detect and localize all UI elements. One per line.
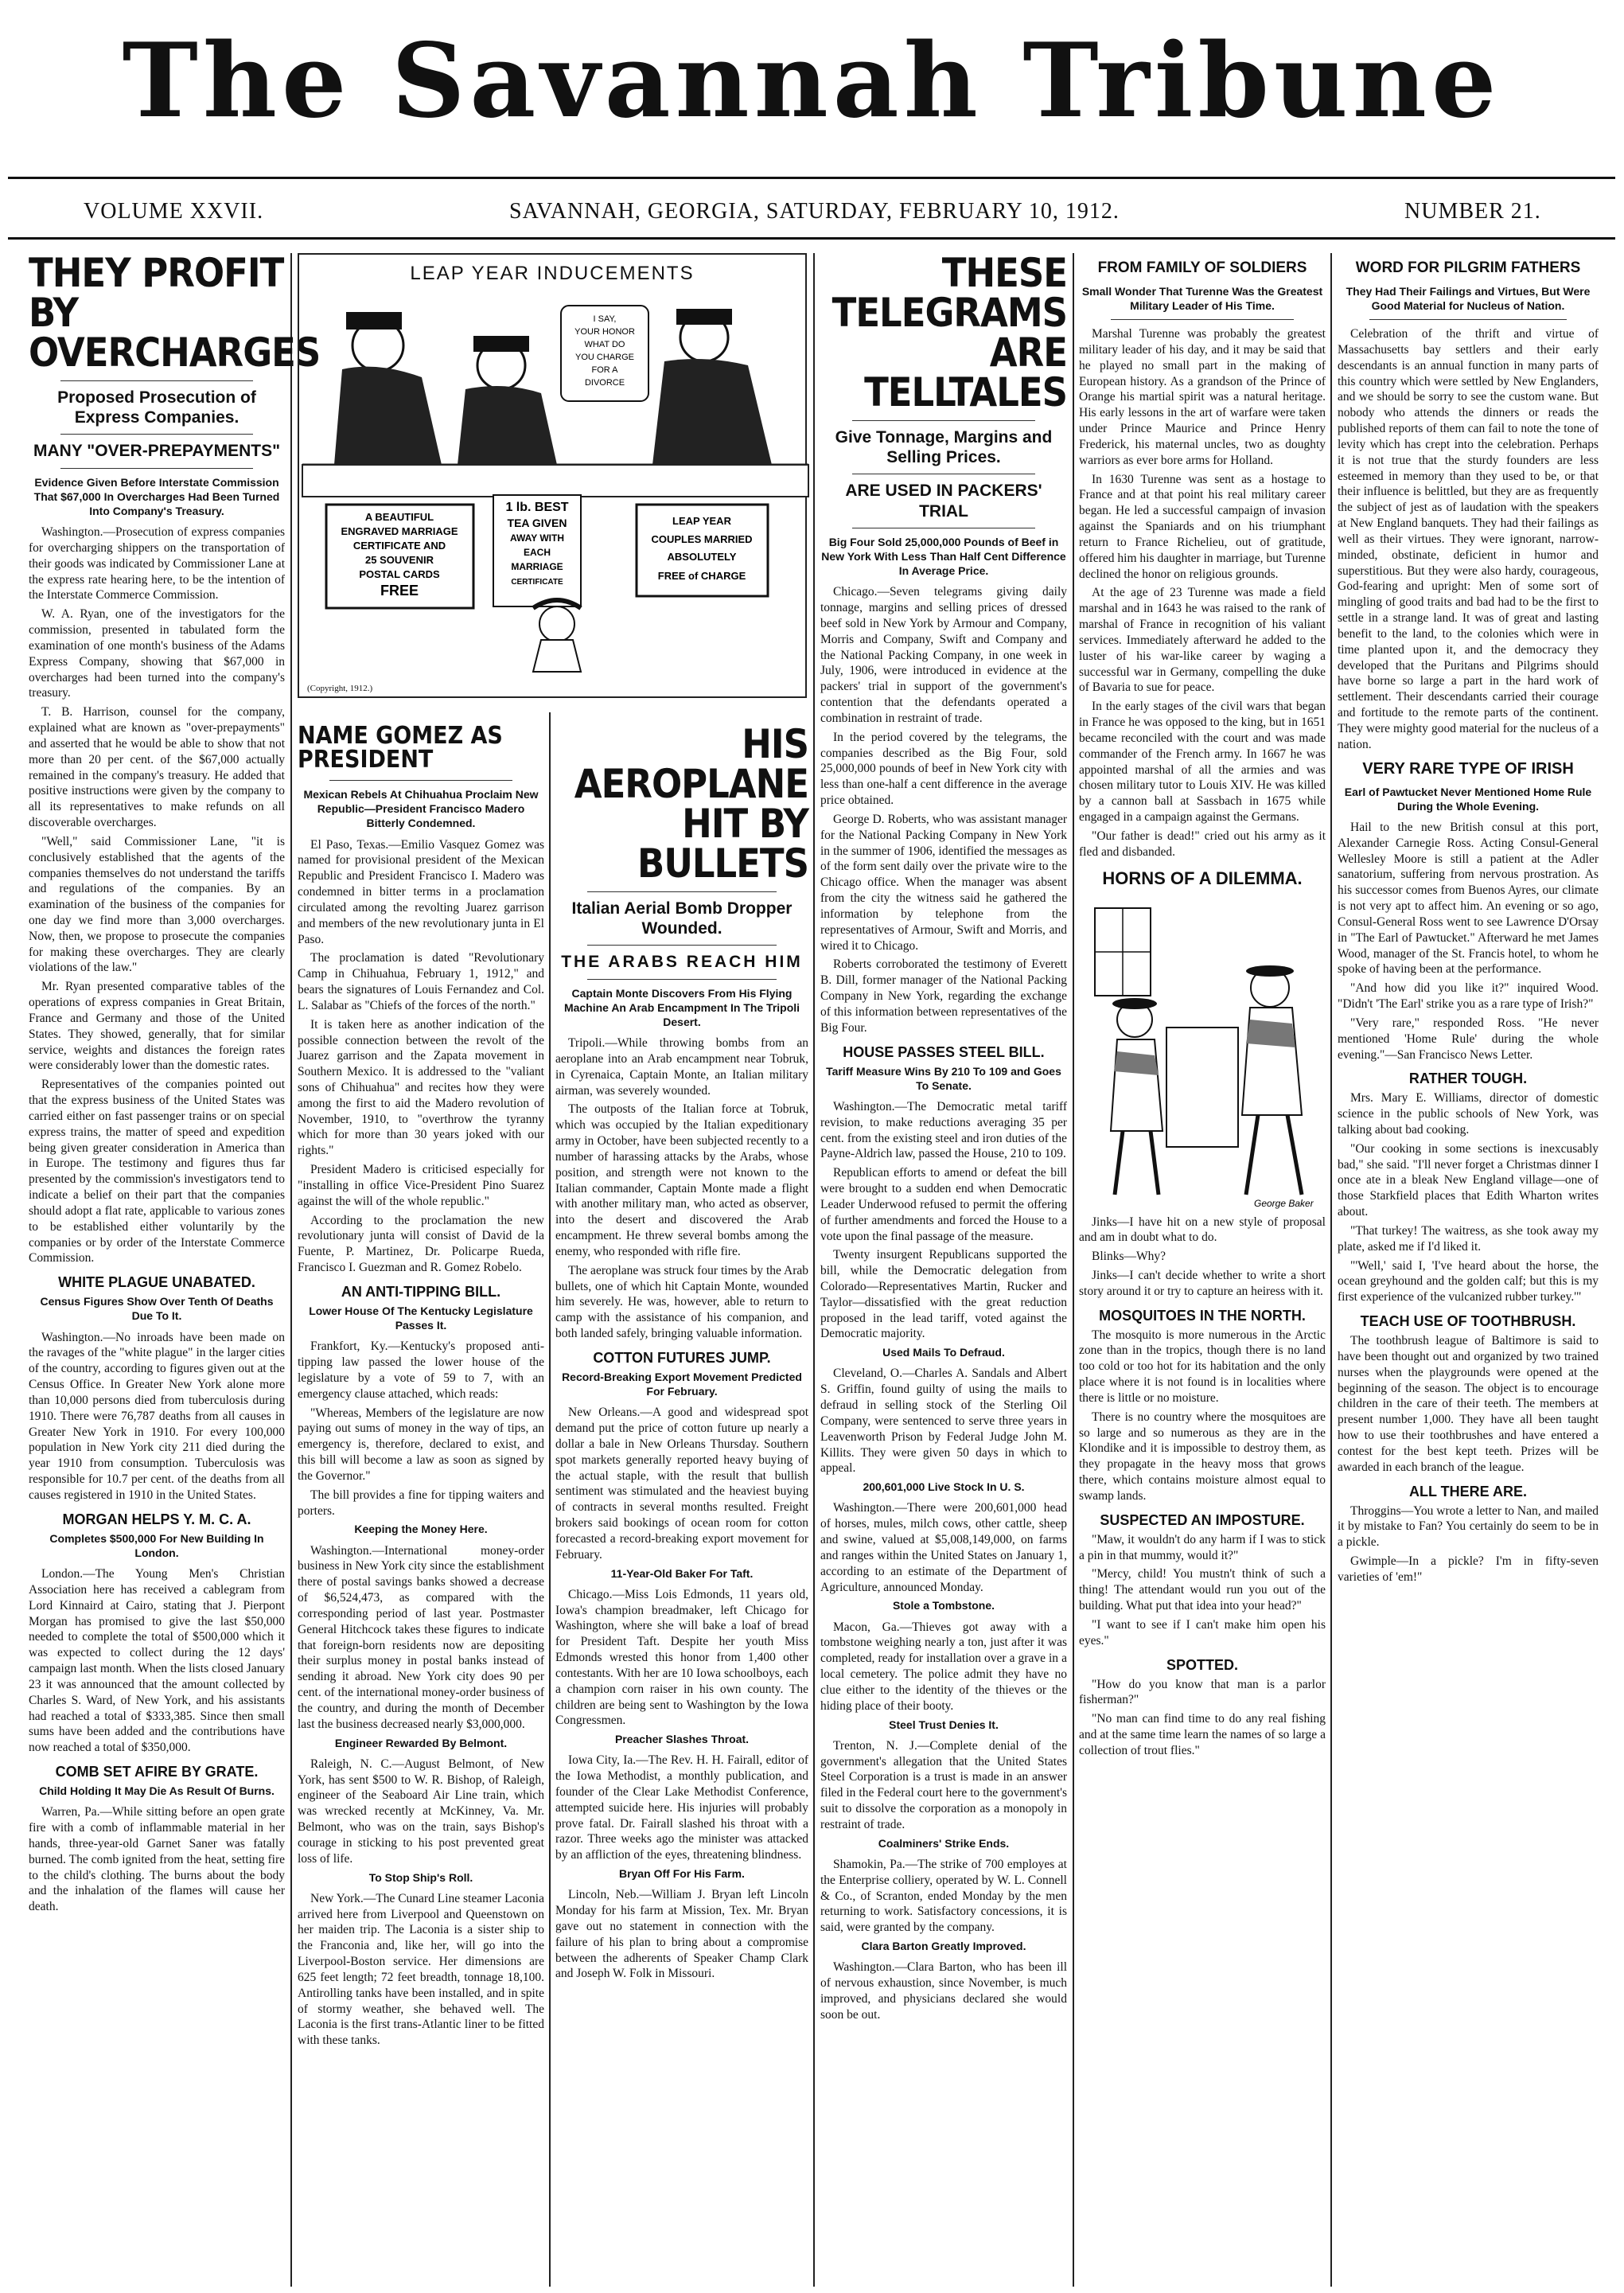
divider bbox=[1111, 319, 1294, 320]
section-head: 200,601,000 Live Stock In U. S. bbox=[863, 1480, 1025, 1494]
article-paragraph: "How do you know that man is a parlor fisherman?" bbox=[1079, 1677, 1326, 1707]
article-headline: THESE TELEGRAMS ARE TELLTALES bbox=[831, 250, 1067, 415]
article-paragraph: Cleveland, O.—Charles A. Sandals and Albert S. Griffin, found guilty of using the mails to defraud in selling stock of the Sterling Oil Company, were sentenced to serve three years in Leavenworth Prison by Federal Judge John M. Killits. They were given 50 days in which to appeal. bbox=[820, 1367, 1067, 1476]
volume-label: VOLUME XXVII. bbox=[84, 199, 264, 224]
article-paragraph: The aeroplane was struck four times by the Arab bullets, one of which hit Captain Monte, wounded him severely. He was, however, able to return to camp with the assistance of his companion, and both landed safely, bringing valuable information. bbox=[555, 1263, 808, 1341]
column-6 bbox=[1333, 253, 1603, 2283]
cartoon-signature: George Baker bbox=[1254, 1197, 1314, 1209]
section-head: Stole a Tombstone. bbox=[892, 1599, 995, 1613]
article-paragraph: "Very rare," responded Ross. "He never mentioned 'Home Rule' during the whole evening."—San Francisco News Letter. bbox=[1338, 1016, 1599, 1062]
divider bbox=[60, 468, 253, 469]
masthead-rule-bottom bbox=[8, 237, 1615, 240]
svg-text:1 lb. BEST: 1 lb. BEST bbox=[505, 501, 569, 514]
svg-text:CERTIFICATE: CERTIFICATE bbox=[511, 578, 563, 587]
article-paragraph: Macon, Ga.—Thieves got away with a tombstone weighing nearly a ton, just after it was completed, ready for installation over a grave in a local cemetery. The police admit they have no clue either to the identity of the thieves or the hiding place of their booty. bbox=[820, 1620, 1067, 1713]
article-paragraph: New Orleans.—A good and widespread spot demand put the price of cotton future up nearly a dollar a bale in New Orleans Thursday. Southern spot markets generally reported heavy buying of the actual staple, with the result that bullish sentiment was stimulated and the heaviest buying of contracts in several months resulted. Freight brokers said bookings of ocean room for cotton forecasted a record-breaking export movement for February. bbox=[555, 1406, 808, 1562]
section-deck: Census Figures Show Over Tenth Of Deaths Due To It. bbox=[40, 1295, 274, 1323]
article-paragraph: In the early stages of the civil wars that began in France he was opposed to the king, but in 1651 became reconciled with the court and was made commander of the French army. In 1667 he was appointed marshal of all the armies and was chosen military tutor to Louis XIV. He was killed by a cannon ball at Sassbach in 1675 while engaged in a campaign against the Germans. bbox=[1079, 700, 1326, 825]
article-paragraph: The mosquito is more numerous in the Arctic zone than in the tropics, though there is no land too cold or too hot for its habitation and the only place where it is not found is in localities where there is little or no moisture. bbox=[1079, 1328, 1326, 1405]
section-head: MORGAN HELPS Y. M. C. A. bbox=[62, 1511, 251, 1527]
article-paragraph: Chicago.—Seven telegrams giving daily tonnage, margins and selling prices of dressed beef sold in New York by Armour and Company, Morris and Company, Swift and Company and the National Packing Company, in one week in July, 1906, were introduced in evidence at the packers' trial in support of the government's contention that the defendants operated a combination in restraint of trade. bbox=[820, 585, 1067, 725]
cartoon-horns-of-a-dilemma bbox=[1079, 892, 1324, 1211]
article-paragraph: Republican efforts to amend or defeat the bill were brought to a sudden end when Democratic Leader Underwood refused to permit the offering of further amendments and forced the House to a vote upon the final passage of the measure. bbox=[820, 1166, 1067, 1243]
article-paragraph: Washington.—No inroads have been made on the ravages of the "white plague" in the larger cities of the country, according to figures given out at the Census Office. In Greater New York alone more than 10,000 persons died from tuberculosis during 1910. There were 76,787 deaths from all causes in Greater New York in 1910. For every 100,000 population in New York city 211 died during the year 1910 from consumption. Tuberculosis was responsible for 10.7 per cent. of the deaths from all causes registered in 1910 in the United States. bbox=[29, 1330, 285, 1502]
article-paragraph: The toothbrush league of Baltimore is said to have been thought out and organized by two trained nurses when the playgrounds were opened at the beginning of the season. The object is to encourage children in the care of their teeth. The members at present number 1,000. They have all been taught how to use their toothbrushes and have entered a contest for the best kept teeth. Prizes will be awarded in each branch of the league. bbox=[1338, 1334, 1599, 1474]
divider bbox=[587, 891, 777, 892]
svg-text:A BEAUTIFUL: A BEAUTIFUL bbox=[364, 511, 434, 523]
svg-text:COUPLES MARRIED: COUPLES MARRIED bbox=[651, 533, 753, 545]
svg-text:CERTIFICATE AND: CERTIFICATE AND bbox=[352, 540, 446, 552]
article-paragraph: Trenton, N. J.—Complete denial of the government's allegation that the United States Steel Corporation is a trust is made in an answer filed in the Federal court here to the government's suit to dissolve the corporation as a monopoly in restraint of trade. bbox=[820, 1738, 1067, 1831]
article-deck: Captain Monte Discovers From His Flying Machine An Arab Encampment In The Tripoli Desert. bbox=[563, 986, 800, 1028]
section-head: MOSQUITOES IN THE NORTH. bbox=[1099, 1307, 1306, 1324]
section-head: ALL THERE ARE. bbox=[1408, 1483, 1527, 1499]
article-paragraph: "Our cooking in some sections is inexcusably bad," she said. "I'll never forget a Christmas dinner I once ate in a bleak New England village—one of those Starkfield places that Edith Wharton writes about. bbox=[1338, 1141, 1599, 1219]
column-divider bbox=[813, 253, 815, 2287]
masthead-rule-top bbox=[8, 177, 1615, 179]
cartoon-illustration bbox=[302, 290, 808, 680]
svg-text:MARRIAGE: MARRIAGE bbox=[511, 561, 563, 572]
article-paragraph: "That turkey! The waitress, as she took away my plate, asked me if I'd liked it. bbox=[1338, 1223, 1599, 1254]
article-paragraph: "'Well,' said I, 'I've heard about the horse, the ocean greyhound and the golden calf; but this is my first experience of the vulcanized rubber turkey.'" bbox=[1338, 1258, 1599, 1304]
section-head: SPOTTED. bbox=[1166, 1656, 1238, 1673]
article-headline: WORD FOR PILGRIM FATHERS bbox=[1355, 259, 1581, 276]
article-subhead: Italian Aerial Bomb Dropper Wounded. bbox=[571, 899, 793, 938]
article-headline: THEY PROFIT BY OVERCHARGES bbox=[29, 250, 321, 376]
section-head: SUSPECTED AN IMPOSTURE. bbox=[1100, 1511, 1305, 1528]
section-head: HOUSE PASSES STEEL BILL. bbox=[843, 1043, 1045, 1060]
section-head: VERY RARE TYPE OF IRISH bbox=[1362, 759, 1574, 778]
divider bbox=[60, 434, 253, 435]
column-3 bbox=[551, 721, 813, 2283]
article-paragraph: Washington.—Prosecution of express companies for overcharging shippers on the transportation of their goods was indicated by Commissioner Lane at the express rate hearing here, to be the intention of the Interstate Commerce Commission. bbox=[29, 525, 285, 602]
article-paragraph: W. A. Ryan, one of the investigators for the commission, presented in tabulated form the examination of one month's business of the Adams Express Company, showing that $67,000 in overcharges had been turned into the company's treasury. bbox=[29, 607, 285, 700]
divider bbox=[852, 420, 1035, 421]
article-paragraph: President Madero is criticised especially for "installing in office Vice-President Pino Suarez against the will of the whole republic." bbox=[298, 1163, 544, 1208]
article-paragraph: New York.—The Cunard Line steamer Laconia arrived here from Liverpool and Queenstown on her maiden trip. The Laconia is a sister ship to the Franconia and, like her, will go into the Liverpool-Boston service. Her dimensions are 625 feet length; 72 feet breadth, tonnage 18,100. Antirolling tanks have been installed, and in spite of stormy weather, she behaved well. The Laconia is the first trans-Atlantic liner to be fitted with these tanks. bbox=[298, 1891, 544, 2048]
section-deck: Completes $500,000 For New Building In London. bbox=[49, 1531, 264, 1559]
article-paragraph: According to the proclamation the new revolutionary junta will consist of David de la Fuente, P. Martinez, Dr. Policarpe Rueda, Francisco I. Guezman and R. Gomez Robelo. bbox=[298, 1213, 544, 1275]
article-subhead: Proposed Prosecution of Express Companies. bbox=[57, 388, 256, 427]
article-paragraph: Tripoli.—While throwing bombs from an aeroplane into an Arab encampment near Tobruk, in Cyrenaica, Captain Monte, an Italian military airman, was severely wounded. bbox=[555, 1036, 808, 1098]
article-paragraph: "Whereas, Members of the legislature are now paying out sums of money in the way of tips, an emergency is, therefore, declared to exist, and this bill will become a law as soon as signed by the Governor." bbox=[298, 1406, 544, 1483]
svg-text:AWAY WITH: AWAY WITH bbox=[509, 532, 565, 544]
section-deck: Tariff Measure Wins By 210 To 109 and Goes To Senate. bbox=[826, 1064, 1061, 1092]
article-paragraph: "Maw, it wouldn't do any harm if I was to stick a pin in that mummy, would it?" bbox=[1079, 1532, 1326, 1562]
svg-text:EACH: EACH bbox=[523, 547, 551, 558]
section-head: TEACH USE OF TOOTHBRUSH. bbox=[1360, 1313, 1576, 1330]
section-head: Preacher Slashes Throat. bbox=[614, 1733, 750, 1746]
article-paragraph: Frankfort, Ky.—Kentucky's proposed anti-tipping law passed the lower house of the legislature by a vote of 59 to 7, with an emergency clause attached, which reads: bbox=[298, 1340, 544, 1401]
divider bbox=[60, 380, 253, 381]
article-paragraph: "Our father is dead!" cried out his army as it fled and disbanded. bbox=[1079, 829, 1326, 859]
article-paragraph: El Paso, Texas.—Emilio Vasquez Gomez was named for provisional president of the Mexican Republic and President Francisco I. Madero was condemned in bitter terms in a proclamation circulated among the revolting Juarez garrison and members of the new revolutionary junta in El Paso. bbox=[298, 837, 544, 946]
divider bbox=[329, 780, 512, 781]
section-head: RATHER TOUGH. bbox=[1408, 1070, 1528, 1087]
section-deck: Child Holding It May Die As Result Of Burns. bbox=[39, 1784, 275, 1798]
article-paragraph: Raleigh, N. C.—August Belmont, of New York, has sent $500 to W. R. Bishop, of Raleigh, engineer of the Seaboard Air Line train, which was wrecked recently at McKinney, Va. Mr. Belmont, who was on the train, says Bishop's courage in sticking to his post prevented great loss of life. bbox=[298, 1757, 544, 1866]
article-deck: They Had Their Failings and Virtues, But Were Good Material for Nucleus of Nation. bbox=[1346, 284, 1591, 312]
section-deck: Earl of Pawtucket Never Mentioned Home Rule During the Whole Evening. bbox=[1344, 785, 1592, 813]
cartoon-credit: (Copyright, 1912.) bbox=[307, 684, 373, 693]
article-paragraph: London.—The Young Men's Christian Association here has received a cablegram from Lord Kinnaird at Cairo, stating that J. Pierpont Morgan has promised to give the last $50,000 needed to complete the total of $500,000 which it was expected to collect during the 12 days' campaign last month. When the lists closed January 23 it was announced that the amount collected by Charles S. Ward, of New York, and his assistants had reached a total of $333,385. Since then small sums have been added and the contributions have now reached a total of $350,000. bbox=[29, 1567, 285, 1755]
section-deck: Lower House Of The Kentucky Legislature Passes It. bbox=[309, 1304, 533, 1332]
column-divider bbox=[290, 253, 292, 2287]
article-paragraph: "Well," said Commissioner Lane, "it is conclusively established that the agents of the companies themselves do not understand the tariffs and regulations of the companies. By an examination of the business of the companies for one day we find more than 3,000 overcharges. Now, then, we propose to prosecute the companies for making these overcharges. They are clearly violations of the law." bbox=[29, 834, 285, 975]
svg-text:LEAP YEAR: LEAP YEAR bbox=[672, 515, 731, 527]
svg-text:FREE: FREE bbox=[380, 583, 419, 599]
article-deck: Evidence Given Before Interstate Commission That $67,000 In Overcharges Had Been Turned Into Company's Treasury. bbox=[33, 475, 280, 517]
article-paragraph: Chicago.—Miss Lois Edmonds, 11 years old, Iowa's champion breadmaker, left Chicago for Washington, where she will bake a loaf of bread for President Taft. Despite her youth Miss Edmonds wrested this honor from 1,400 other contestants. With her are 10 Iowa schoolboys, each a champion corn raiser in his own county. The children are being sent to Washington by the Iowa Congressmen. bbox=[555, 1587, 808, 1728]
article-paragraph: Marshal Turenne was probably the greatest military leader of his day, and it may be said that he played no small part in the making of European history. As a grandson of the Prince of Orange his martial spirit was a natural heritage. His early lessons in the art of warfare were taken under Prince Maurice and Prince Henry Frederick, his maternal uncles, two as doughty warriors as ever bore arms for Holland. bbox=[1079, 327, 1326, 467]
column-2 bbox=[293, 724, 549, 2283]
cartoon-block bbox=[293, 253, 812, 715]
section-head: 11-Year-Old Baker For Taft. bbox=[610, 1566, 754, 1580]
divider bbox=[1369, 319, 1567, 320]
article-paragraph: The bill provides a fine for tipping waiters and porters. bbox=[298, 1488, 544, 1518]
section-head: COTTON FUTURES JUMP. bbox=[593, 1349, 771, 1366]
article-paragraph: Roberts corroborated the testimony of Everett B. Dill, former manager of the National Packing Company in New York, regarding the exchange of this information between representatives of the Big Four. bbox=[820, 957, 1067, 1035]
article-paragraph: Jinks—I can't decide whether to write a short story around it or try to capture an heiress with it. bbox=[1079, 1268, 1326, 1298]
article-deck: Big Four Sold 25,000,000 Pounds of Beef in New York With Less Than Half Cent Difference In Average Price. bbox=[821, 535, 1066, 578]
section-head: Coalminers' Strike Ends. bbox=[878, 1836, 1010, 1850]
svg-text:25 SOUVENIR: 25 SOUVENIR bbox=[365, 554, 434, 566]
section-head: AN ANTI-TIPPING BILL. bbox=[341, 1283, 501, 1300]
svg-text:FOR A: FOR A bbox=[591, 365, 618, 375]
article-paragraph: Iowa City, Ia.—The Rev. H. H. Fairall, editor of the Iowa Methodist, a monthly publication, and founder of the Clear Lake Methodist Conference, attempted suicide here. His injuries will probably prove fatal. Dr. Fairall slashed his throat with a razor. Three weeks ago the minister was attacked by an affliction of the eyes, threatening blindness. bbox=[555, 1753, 808, 1862]
article-headline: FROM FAMILY OF SOLDIERS bbox=[1097, 259, 1307, 276]
article-paragraph: Washington.—The Democratic metal tariff revision, to make reductions averaging 35 per cent. from the existing steel and iron duties of the Payne-Aldrich law, passed the House, 210 to 109. bbox=[820, 1099, 1067, 1161]
article-paragraph: Celebration of the thrift and virtue of Massachusetts bay settlers and their early descendants is an annual function in many parts of this country which were settled by New Englanders, and we should be sorry to see the custom wane. But nobody who attends the dinners or reads the published reports of them can fail to note the tone of levity which has crept into the celebration. Perhaps it is not true that the sturdy founders are less esteemed in memory than they used to be, or that their influence is belittled, but they are as frequently the subject of jest as of laudation with the speakers at New England banquets. They had their failings as well as their virtues. They were ignorant, narrow-minded, obstinate, deficient in humor and superstitious. But they were also hardy, courageous, God-fearing and upright: Men of some sort of mingling of good traits and bad had to be the first to settle in a strange land. It was of great and lasting benefit to the land, to the colonies which were in time planted upon it, and the democracy they developed that the Puritans and Pilgrims should have borne so large a part in the hard work of settlement. Their descendants carried their courage and fortitude to the remote parts of the continent. They were mighty good material for the nucleus of a nation. bbox=[1338, 327, 1599, 751]
section-head: COMB SET AFIRE BY GRATE. bbox=[55, 1764, 259, 1780]
section-deck: Record-Breaking Export Movement Predicted For February. bbox=[562, 1370, 802, 1398]
svg-text:I SAY,: I SAY, bbox=[593, 314, 617, 324]
dateline bbox=[16, 191, 1607, 231]
issue-number: NUMBER 21. bbox=[1404, 199, 1541, 224]
article-paragraph: In the period covered by the telegrams, the companies described as the Big Four, sold 25,000,000 pounds of beef in New York city with less than one-half a cent difference in the average price obtained. bbox=[820, 730, 1067, 808]
divider bbox=[587, 979, 777, 980]
svg-text:FREE of CHARGE: FREE of CHARGE bbox=[657, 570, 746, 582]
article-paragraph: Washington.—Clara Barton, who has been ill of nervous exhaustion, since November, is much improved, and physicians declared she would soon be out. bbox=[820, 1960, 1067, 2022]
article-paragraph: Gwimple—In a pickle? I'm in fifty-seven varieties of 'em!" bbox=[1338, 1554, 1599, 1584]
article-paragraph: Lincoln, Neb.—William J. Bryan left Lincoln Monday for his farm at Mission, Tex. Mr. Bryan gave out no statement in connection with the failure of his plan to bring about a compromise between the adherents of Speaker Champ Clark and Joseph W. Folk in Missouri. bbox=[555, 1888, 808, 1981]
column-4 bbox=[816, 250, 1072, 2283]
article-paragraph: Mrs. Mary E. Williams, director of domestic science in the public schools of New York, was talking about bad cooking. bbox=[1338, 1091, 1599, 1137]
section-head: Keeping the Money Here. bbox=[354, 1523, 488, 1536]
article-subhead: ARE USED IN PACKERS' TRIAL bbox=[845, 482, 1042, 521]
section-head: Clara Barton Greatly Improved. bbox=[861, 1940, 1026, 1953]
divider bbox=[587, 945, 777, 946]
section-head: WHITE PLAGUE UNABATED. bbox=[58, 1274, 255, 1291]
article-subhead: Give Tonnage, Margins and Selling Prices. bbox=[835, 428, 1053, 467]
article-deck: Mexican Rebels At Chihuahua Proclaim New Republic—President Francisco Madero Bitterly Condemned. bbox=[303, 788, 539, 830]
article-paragraph: At the age of 23 Turenne was made a field marshal and in 1643 he was raised to the rank of marshal of France in recognition of his valiant services. Immediately afterward he added to the luster of his war-like career by waging a successful war in Germany, compelling the duke of Bavaria to sue for peace. bbox=[1079, 586, 1326, 695]
article-paragraph: Blinks—Why? bbox=[1092, 1250, 1166, 1264]
article-paragraph: Warren, Pa.—While sitting before an open grate fire with a comb of inflammable material in her hands, three-year-old Garnet Saner was fatally burned. The comb ignited from the heat, setting fire to the child's clothing. The burns about the body and the inhalation of the flames will cause her death. bbox=[29, 1805, 285, 1914]
section-head: Used Mails To Defraud. bbox=[882, 1346, 1005, 1359]
article-paragraph: T. B. Harrison, counsel for the company, explained what are known as "over-prepayments" and asserted that he would be able to show that not more than 20 per cent. of the $67,000 actually remained in the company's treasury. He added that positive instructions were given by the company to all its representatives to make refunds on all discoverable overcharges. bbox=[29, 705, 285, 830]
svg-text:YOUR HONOR: YOUR HONOR bbox=[574, 327, 635, 337]
svg-text:TEA GIVEN: TEA GIVEN bbox=[507, 517, 567, 529]
section-head: Steel Trust Denies It. bbox=[889, 1718, 999, 1731]
section-head: Engineer Rewarded By Belmont. bbox=[334, 1736, 508, 1749]
svg-text:YOU CHARGE: YOU CHARGE bbox=[575, 353, 634, 362]
section-head: Bryan Off For His Farm. bbox=[619, 1867, 745, 1881]
article-paragraph: It is taken here as another indication of the possible connection between the revolt of the Juarez garrison and the Zapata movement in Southern Mexico. It is addressed to the "valiant sons of Chihuahua" and recites how they were among the first to aid the Madero revolution of November, 1910, to "overthrow the tyranny which for more than 30 years joked with our rights." bbox=[298, 1017, 544, 1158]
svg-text:WHAT DO: WHAT DO bbox=[584, 340, 625, 349]
article-paragraph: "No man can find time to do any real fishing and at the same time learn the names of so large a collection of trout flies." bbox=[1079, 1712, 1326, 1757]
cartoon-title: LEAP YEAR INDUCEMENTS bbox=[410, 263, 695, 284]
article-paragraph: There is no country where the mosquitoes are so large and so numerous as they are in the Klondike and it is impossible to destroy them, as they propagate in the heavy moss that grows there, which contains moisture almost equal to swamp lands. bbox=[1079, 1410, 1326, 1503]
column-1 bbox=[24, 250, 321, 2283]
article-paragraph: Mr. Ryan presented comparative tables of the operations of express companies in Great Britain, France and Germany and those of the United States. They showed, generally, that for similar service, weights and distances the foreign rates were considerably lower than the domestic rates. bbox=[29, 980, 285, 1073]
section-head: To Stop Ship's Roll. bbox=[368, 1870, 473, 1884]
article-headline: HIS AEROPLANE HIT BY BULLETS bbox=[574, 721, 808, 887]
article-paragraph: "And how did you like it?" inquired Wood. "Didn't 'The Earl' strike you as a rare type of Irish?" bbox=[1338, 981, 1599, 1012]
column-divider bbox=[1330, 253, 1332, 2287]
article-headline: NAME GOMEZ AS PRESIDENT bbox=[298, 722, 503, 774]
newspaper-title: The Savannah Tribune bbox=[122, 21, 1501, 141]
svg-text:POSTAL CARDS: POSTAL CARDS bbox=[359, 568, 440, 580]
article-paragraph: The outposts of the Italian force at Tobruk, which was occupied by the Italian expeditionary army in October, have been subjected recently to a number of harassing attacks by the Arabs, whose position, and strength were not known to the Italian commander, Captain Monte made a flight with another military man, who acted as observer, into the desert and discovered the Arab encampment. He threw several bombs among the enemy, who responded with rifle fire. bbox=[555, 1102, 808, 1258]
cartoon-title: HORNS OF A DILEMMA. bbox=[1102, 868, 1303, 888]
article-deck: Small Wonder That Turenne Was the Greatest Military Leader of His Time. bbox=[1081, 284, 1323, 312]
article-subhead: MANY "OVER-PREPAYMENTS" bbox=[33, 442, 281, 461]
article-paragraph: "Mercy, child! You mustn't think of such a thing! The attendant would run you out of the building. What put that idea into your head?" bbox=[1079, 1567, 1326, 1613]
column-5 bbox=[1074, 253, 1330, 2283]
article-paragraph: Throggins—You wrote a letter to Nan, and mailed it by mistake to Fan? You certainly do seem to be in a pickle. bbox=[1338, 1503, 1599, 1550]
article-paragraph: George D. Roberts, who was assistant manager for the National Packing Company in New York in the summer of 1906, identified the messages as of the form sent daily over the private wire to the Chicago office. When the manager was absent from the city the witness said he gathered the information by telephone from the representatives of Armour, Swift and Morris, and wired it to Chicago. bbox=[820, 812, 1067, 953]
article-paragraph: Hail to the new British consul at this port, Alexander Carnegie Ross. Acting Consul-General Wellesley Moore is still a patient at the Adler sanatorium, suffering from nervous prostration. As his successor comes from Buenos Ayres, our climate is not very apt to affect him. An evening or so ago, Consul-General Ross went to see Lawrence D'Orsay in "The Earl of Pawtucket." Afterward he met James Wood, manager of the St. Francis hotel, to whom he spoke of having been at the performance. bbox=[1338, 820, 1599, 977]
article-paragraph: Washington.—There were 200,601,000 head of horses, mules, milch cows, other cattle, sheep and swine, valued at $5,008,149,000, on farms and ranges within the United States on January 1, according to an estimate of the Department of Agriculture, announced Monday. bbox=[820, 1501, 1067, 1594]
article-subhead: THE ARABS REACH HIM bbox=[561, 953, 803, 972]
cartoon-frame bbox=[298, 253, 807, 698]
article-paragraph: Washington.—International money-order business in New York city since the establishment there of postal savings banks showed a decrease of $6,524,473, as compared with the corresponding period of last year. Postmaster General Hitchcock takes these figures to indicate that foreign-born residents now are depositing their surplus money in postal banks instead of sending it abroad. New York city does 90 per cent. of the international money-order business of the country, and during the month of December last the business decreased nearly $3,000,000. bbox=[298, 1543, 544, 1731]
svg-text:ENGRAVED MARRIAGE: ENGRAVED MARRIAGE bbox=[341, 525, 458, 537]
article-paragraph: "I want to see if I can't make him open his eyes." bbox=[1079, 1617, 1326, 1648]
masthead bbox=[16, 0, 1607, 167]
article-paragraph: The proclamation is dated "Revolutionary Camp in Chihuahua, February 1, 1912," and bears the signatures of Louis Fernandez and Col. L. Salabar as "Chiefs of the forces of the north." bbox=[298, 951, 544, 1012]
place-date: SAVANNAH, GEORGIA, SATURDAY, FEBRUARY 10, 1912. bbox=[509, 199, 1120, 224]
article-paragraph: Representatives of the companies pointed out that the express business of the United States was carried either on fast passenger trains or on special express trains, the matter of speed and expedition being given greater consideration in America than in Europe. The testimony and figures thus far presented by the commission's investigators tend to indicate a belief on their part that the companies should adopt a flat rate, applicable to various zones to be established either voluntarily by the companies or by order of the Interstate Commerce Commission. bbox=[29, 1078, 285, 1265]
article-paragraph: Shamokin, Pa.—The strike of 700 employes at the Enterprise colliery, operated by W. L. Connell & Co., of Scranton, ended Monday by the men returning to work. Satisfactory concessions, it is said, were granted by the company. bbox=[820, 1857, 1067, 1935]
article-paragraph: Jinks—I have hit on a new style of proposal and am in doubt what to do. bbox=[1079, 1215, 1326, 1245]
svg-text:DIVORCE: DIVORCE bbox=[584, 378, 625, 388]
article-paragraph: Twenty insurgent Republicans supported the bill, while the Democratic delegation from Colorado—Representatives Martin, Rucker and Taylor—dissatisfied with the great reduction proposed in the lead tariff, voted against the Democratic majority. bbox=[820, 1248, 1067, 1341]
article-paragraph: In 1630 Turenne was sent as a hostage to France and at that point his real military career began. He led a successful campaign of invasion against the Spaniards and on his triumphant return to France Richelieu, out of gratitude, offered him his daughter in marriage, but Turenne declined the honor on religious grounds. bbox=[1079, 472, 1326, 581]
svg-text:ABSOLUTELY: ABSOLUTELY bbox=[667, 551, 737, 563]
